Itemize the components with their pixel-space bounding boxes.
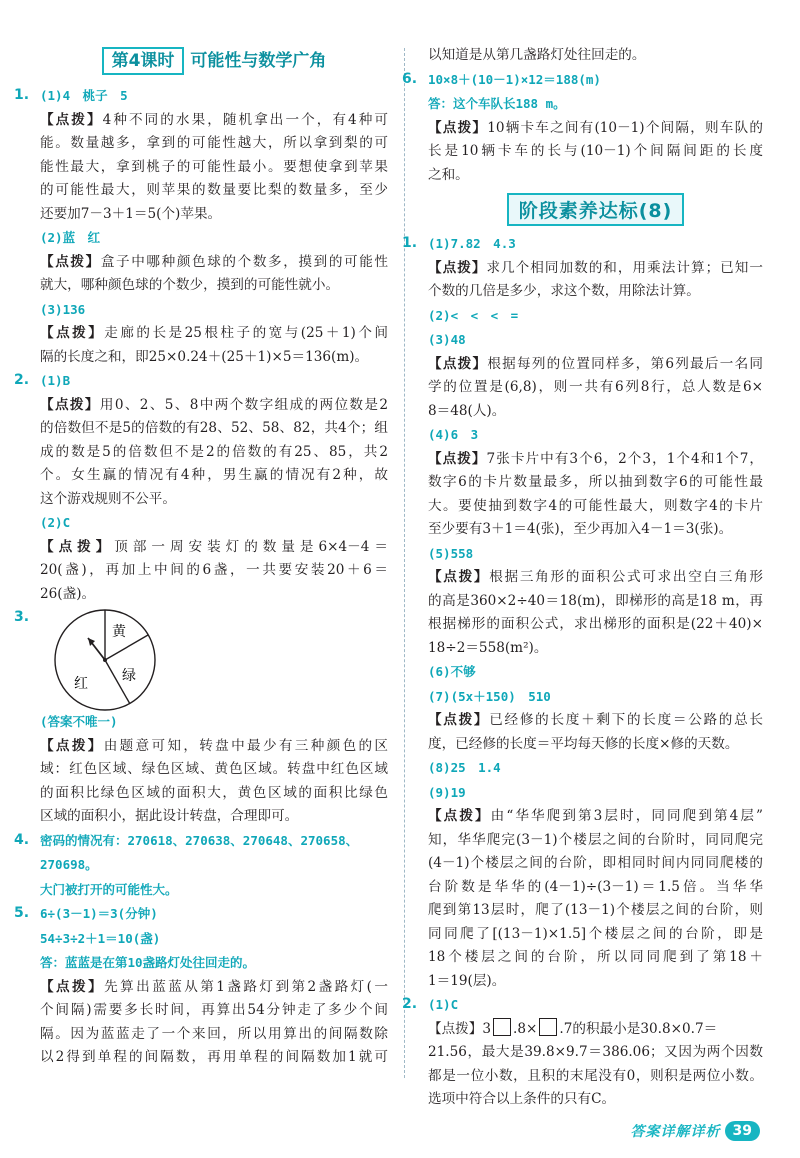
q3-note: (答案不唯一)	[40, 714, 118, 729]
q5-answer: 54÷3÷2＋1＝10(盏)	[40, 930, 161, 946]
hint-tag: 【点拨】	[40, 538, 115, 555]
s1-explain-line: 知，华华爬完(3－1)个楼层之间的台阶时，同同爬完	[428, 831, 763, 848]
q2-explain-line: 20(盏)，再加上中间的6盏，一共要安装20＋6＝	[40, 562, 388, 578]
q1-answer-2: (2)蓝 红	[40, 230, 101, 245]
s2-explain-line: 【点拨】3 .8× .7的积最小是30.8×0.7＝	[428, 1018, 763, 1042]
s1-explain-line: 18个楼层之间的台阶，所以同同爬到了第18＋	[428, 949, 763, 965]
q6-explain-line: 【点拨】10辆卡车之间有(10－1)个间隔，则车队的	[428, 119, 763, 136]
q1-explain-line: 能。数量越多，拿到的可能性越大，所以拿到梨的可	[40, 135, 388, 151]
s2-explain-line: 21.56，最大是39.8×9.7＝386.06；又因为两个因数	[428, 1044, 763, 1060]
hint-tag: 【点拨】	[40, 737, 104, 754]
column-divider	[404, 48, 405, 1078]
q6-answer: 6. 10×8＋(10－1)×12＝188(m)	[402, 70, 601, 87]
spinner-center	[103, 658, 107, 662]
s1-explain-line: 至少要有3＋1＝4(张)，至少再加入4－1＝3(张)。	[428, 521, 733, 537]
hint-tag: 【点拨】	[428, 355, 488, 372]
s1-explain-line: 数字6的卡片数量最多，所以抽到数字6的可能性最	[428, 474, 763, 490]
s1-explain-line: 根据梯形的面积公式，求出梯形的面积是(22＋40)×	[428, 616, 763, 632]
page-number: 39	[725, 1121, 760, 1141]
q3-explain-line: 区域的面积小，据此设计转盘，合理即可。	[40, 808, 299, 824]
q1-answer-1: 1. (1)4 桃子 5	[14, 87, 128, 103]
s1-answer-3: (3)48	[428, 332, 466, 347]
s2-answer-1: 2. (1)C	[402, 996, 459, 1012]
q2-answer-1: 2. (1)B	[14, 372, 71, 388]
hint-tag: 【点拨】	[428, 808, 491, 824]
q2-explain-line: 26(盏)。	[40, 585, 96, 602]
footer-slogan: 答案详解详析	[630, 1124, 721, 1140]
q1-explain-line: 【点拨】走廊的长是25根柱子的宽与(25＋1)个间	[40, 325, 388, 341]
s1-answer-9: (9)19	[428, 784, 466, 800]
lesson-badge: 第4课时	[102, 47, 185, 75]
q5-explain-carry: 以知道是从第几盏路灯处往回走的。	[428, 47, 646, 63]
q5-answer: 答：蓝蓝是在第10盏路灯处往回走的。	[40, 955, 256, 970]
hint-tag: 【点拨】	[428, 569, 490, 585]
q1-explain-line: 就大，哪种颜色球的个数少，摸到的可能性就小。	[40, 277, 340, 293]
q1-explain-line: 隔的长度之和，即25×0.24＋(25＋1)×5＝136(m)。	[40, 348, 369, 365]
hint-tag: 【点拨】	[428, 450, 487, 467]
q6-answer: 答：这个车队长188 m。	[428, 96, 566, 111]
q5-answer: 5. 6÷(3－1)＝3(分钟)	[14, 905, 158, 921]
s1-explain-line: 大。要使抽到数字4的可能性最大，则数字4的卡片	[428, 497, 763, 514]
hint-tag: 【点拨】	[40, 396, 100, 413]
hint-tag: 【点拨】	[428, 712, 490, 728]
q3-explain-line: 【点拨】由题意可知，转盘中最少有三种颜色的区	[40, 737, 389, 754]
spinner-diagram	[40, 608, 170, 712]
s1-explain-line: 爬到第13层时，爬了(13－1)个楼层之间的台阶，则	[428, 902, 763, 918]
s1-answer-8: (8)25 1.4	[428, 760, 501, 775]
q2-explain-line: 个。女生赢的情况有4种，男生赢的情况有2种，故	[40, 467, 388, 483]
q4-answer: 大门被打开的可能性大。	[40, 881, 178, 897]
q1-answer-3: (3)136	[40, 301, 86, 317]
hint-tag: 【点拨】	[428, 259, 487, 276]
s1-explain-line: 度，已经修的长度＝平均每天修的长度×修的天数。	[428, 735, 739, 752]
s1-explain-line: 【点拨】已经修的长度＋剩下的长度＝公路的总长	[428, 712, 764, 728]
s1-explain-line: 的高是360×2÷40＝18(m)，即梯形的高是18 m，再	[428, 592, 763, 609]
q4-answer: 4. 密码的情况有：270618、270638、270648、270658、	[14, 831, 359, 848]
q3-explain-line: 的面积比绿色区域的面积大，黄色区域的面积比绿色	[40, 784, 388, 801]
s1-explain-line: 【点拨】根据每列的位置同样多，第6列最后一名同	[428, 355, 763, 372]
q2-explain-line: 【点拨】顶部一周安装灯的数量是6×4－4＝	[40, 538, 388, 555]
label-green: 绿	[122, 668, 136, 684]
hint-tag: 【点拨】	[40, 253, 101, 270]
s1-explain-line: 1＝19(层)。	[428, 972, 506, 989]
q3-spinner-figure: 3. 黄 红 绿	[40, 606, 388, 710]
left-column	[14, 40, 389, 1070]
s1-answer-2: (2)< < < =	[428, 307, 519, 323]
stage-title: 阶段素养达标(8)	[507, 193, 685, 226]
q1-explain-line: 【点拨】盒子中哪种颜色球的个数多，摸到的可能性	[40, 253, 389, 270]
lesson-title: 可能性与数学广角	[190, 51, 327, 71]
q5-explain-line: 【点拨】先算出蓝蓝从第1盏路灯到第2盏路灯(一	[40, 978, 388, 995]
q1-explain-line: 的可能性最大，则苹果的数量要比梨的数量多，至少	[40, 182, 388, 198]
lesson-heading	[40, 46, 388, 76]
s1-explain-line: 【点拨】7张卡片中有3个6，2个3，1个4和1个7，	[428, 450, 763, 467]
q1-explain-line: 【点拨】4种不同的水果，随机拿出一个，有4种可	[40, 111, 389, 128]
s1-answer-1: 1. (1)7.82 4.3	[402, 235, 516, 251]
s1-explain-line: 同同爬了[(13－1)×1.5]个楼层之间的台阶，即是	[428, 925, 763, 942]
q2-explain-line: 【点拨】用0、2、5、8中两个数字组成的两位数是2	[40, 396, 388, 413]
q4-answer: 270698。	[40, 857, 98, 872]
q1-explain-line: 还要加7－3＋1＝5(个)苹果。	[40, 205, 222, 222]
blank-box	[493, 1018, 511, 1036]
q3-explain-line: 域：红色区域、绿色区域、黄色区域。转盘中红色区域	[40, 761, 388, 777]
label-red: 红	[74, 676, 88, 692]
stage-heading	[428, 193, 763, 226]
page-footer	[631, 1121, 760, 1141]
s1-answer-6: (6)不够	[428, 664, 476, 679]
right-column	[402, 44, 764, 1112]
q2-explain-line: 的倍数但不是5的倍数的有28、52、58、82，共4个；组	[40, 420, 388, 436]
q1-explain-line: 能性最大，拿到桃子的可能性最小。要想使拿到苹果	[40, 158, 388, 175]
s1-explain-line: 学的位置是(6,8)，则一共有6列8行，总人数是6×	[428, 379, 763, 395]
q5-explain-line: 隔。因为蓝蓝走了一个来回，所以用算出的间隔数除	[40, 1025, 388, 1042]
s1-explain-line: 【点拨】由“华华爬到第3层时，同同爬到第4层”	[428, 808, 763, 824]
s1-answer-5: (5)558	[428, 545, 474, 561]
s1-explain-line: 8＝48(人)。	[428, 402, 506, 419]
label-yellow: 黄	[112, 624, 126, 640]
hint-tag: 【点拨】	[40, 111, 103, 128]
s2-explain-line: 都是一位小数，且积的末尾没有0，则积是两位小数。	[428, 1067, 763, 1084]
s1-explain-line: (4－1)个楼层之间的台阶，即相同时间内同同爬楼的	[428, 855, 763, 871]
q6-explain-line: 长是10辆卡车的长与(10－1)个间隔间距的长度	[428, 143, 763, 159]
q6-explain-line: 之和。	[428, 166, 469, 183]
q5-explain-line: 个间隔)需要多长时间，再算出54分钟走了多少个间	[40, 1002, 388, 1018]
hint-tag: 【点拨】	[40, 325, 105, 341]
s2-explain-line: 选项中符合以上条件的只有C。	[428, 1091, 616, 1107]
s1-explain-line: 台阶数是华华的(4－1)÷(3－1)＝1.5倍。当华华	[428, 878, 763, 895]
s1-explain-line: 18÷2＝558(m²)。	[428, 639, 548, 656]
q2-answer-2: (2)C	[40, 515, 71, 530]
q5-explain-line: 以2得到单程的间隔数，再用单程的间隔数加1就可	[40, 1049, 388, 1065]
s1-explain-line: 个数的几倍是多少，求这个数，用除法计算。	[428, 283, 700, 299]
q2-explain-line: 成的数是5的倍数但不是2的倍数的有25、85，共2	[40, 443, 388, 460]
s1-explain-line: 【点拨】根据三角形的面积公式可求出空白三角形	[428, 569, 764, 585]
q2-explain-line: 这个游戏规则不公平。	[40, 490, 176, 507]
hint-tag: 【点拨】	[428, 119, 488, 136]
s1-answer-7: (7)(5x＋150) 510	[428, 688, 551, 704]
s1-answer-4: (4)6 3	[428, 427, 479, 442]
blank-box	[539, 1018, 557, 1036]
hint-tag: 【点拨】	[40, 978, 105, 995]
s1-explain-line: 【点拨】求几个相同加数的和，用乘法计算；已知一	[428, 259, 763, 276]
